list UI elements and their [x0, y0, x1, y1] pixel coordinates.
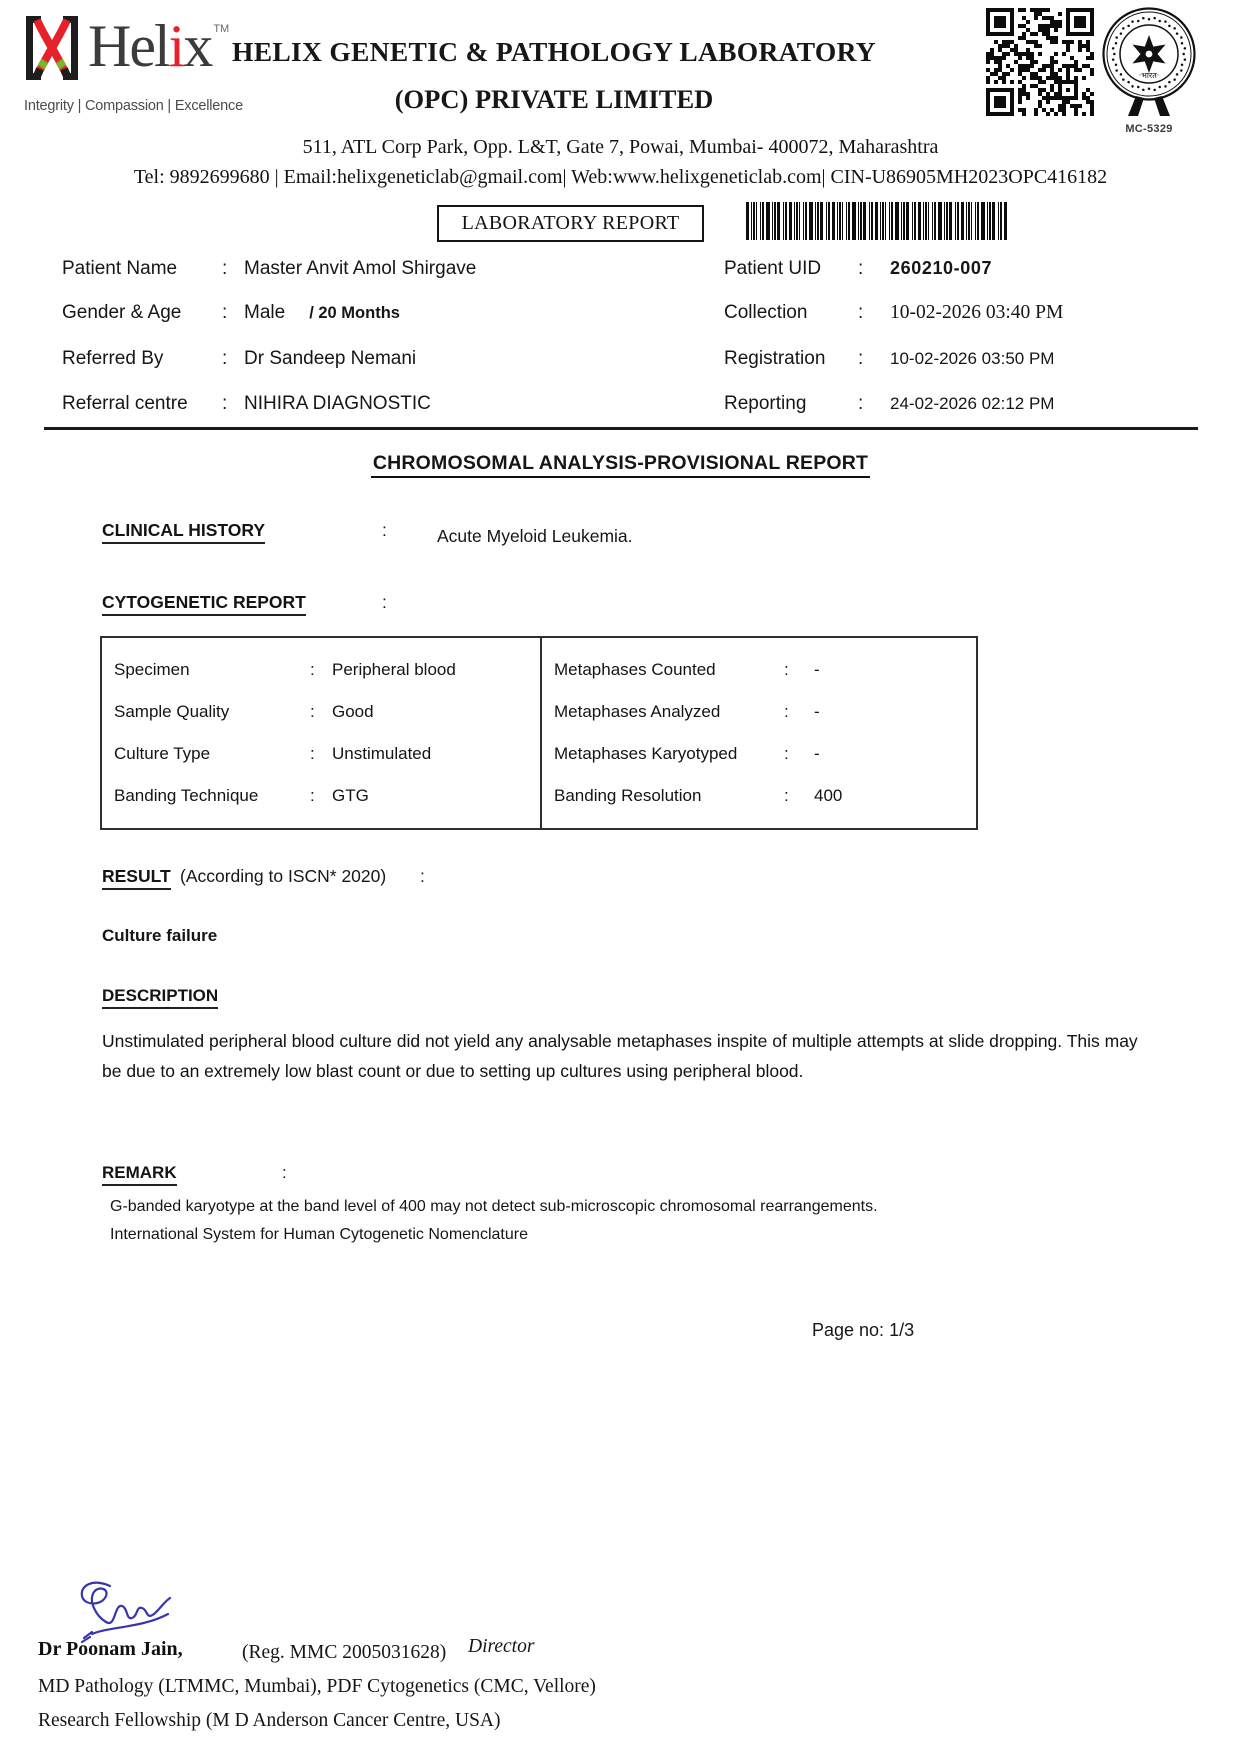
brand-tagline: Integrity | Compassion | Excellence [24, 98, 243, 114]
header-divider [44, 427, 1198, 430]
seal-center-text: ·भारत· [1138, 71, 1160, 80]
cytogenetic-report-colon: : [382, 592, 387, 612]
remark-line1: G-banded karyotype at the band level of 400 may not detect sub-microscopic chromosomal rearrangements. [110, 1198, 878, 1215]
signature [72, 1576, 192, 1646]
collection-value: 10-02-2026 03:40 PM [890, 302, 1064, 323]
collection-label: Collection [724, 302, 808, 323]
gender-age-label: Gender & Age [62, 302, 182, 323]
referral-centre-value: NIHIRA DIAGNOSTIC [244, 393, 431, 414]
patient-uid-value: 260210-007 [890, 258, 993, 278]
remark-colon: : [282, 1163, 287, 1182]
signatory-qualification-2: Research Fellowship (M D Anderson Cancer Centre, USA) [38, 1710, 501, 1731]
seal-caption: MC-5329 [1125, 123, 1173, 135]
reporting-value: 24-02-2026 02:12 PM [890, 394, 1055, 413]
signatory-role: Director [468, 1636, 535, 1657]
result-label: RESULT [102, 866, 171, 890]
accreditation-seal [1100, 4, 1198, 135]
patient-uid-row: Patient UID : 260210-007 [724, 258, 993, 279]
cytogenetic-report-label: CYTOGENETIC REPORT [102, 592, 306, 616]
signatory-qualification-1: MD Pathology (LTMMC, Mumbai), PDF Cytogenetics (CMC, Vellore) [38, 1676, 596, 1697]
remark-label: REMARK [102, 1163, 177, 1186]
gender-value: Male [244, 302, 286, 323]
lab-address: 511, ATL Corp Park, Opp. L&T, Gate 7, Powai, Mumbai- 400072, Maharashtra [302, 136, 939, 158]
registration-label: Registration [724, 348, 826, 369]
registration-value: 10-02-2026 03:50 PM [890, 349, 1055, 368]
description-text: Unstimulated peripheral blood culture did not yield any analysable metaphases inspite of multiple attempts at slide dropping. This may be due to an extremely low blast count or due to setting up cultures using peripheral blood. [102, 1031, 1138, 1081]
clinical-history-colon: : [382, 520, 387, 540]
company-name-line1: HELIX GENETIC & PATHOLOGY LABORATORY [232, 36, 876, 67]
patient-name-label: Patient Name [62, 258, 178, 279]
company-name [230, 36, 878, 115]
referred-by-label: Referred By [62, 348, 164, 369]
report-title: CHROMOSOMAL ANALYSIS-PROVISIONAL REPORT [0, 452, 1241, 475]
company-name-line2: (OPC) PRIVATE LIMITED [394, 84, 714, 114]
referred-by-value: Dr Sandeep Nemani [244, 348, 417, 369]
patient-name-row: Patient Name : Master Anvit Amol Shirgave [62, 258, 477, 279]
barcode [746, 202, 1012, 240]
helix-logo [24, 14, 243, 114]
brand-wordmark: Helix ™ [88, 13, 230, 79]
page-number: Page no: 1/3 [812, 1320, 915, 1340]
registration-row: Registration : 10-02-2026 03:50 PM [724, 348, 1055, 369]
chromosome-logo-icon [24, 14, 80, 87]
referral-centre-row: Referral centre : NIHIRA DIAGNOSTIC [62, 393, 431, 414]
collection-row: Collection : 10-02-2026 03:40 PM [724, 302, 1064, 323]
clinical-history-value: Acute Myeloid Leukemia. [437, 526, 633, 546]
referred-by-row: Referred By : Dr Sandeep Nemani [62, 348, 417, 369]
remark-line2: International System for Human Cytogenetic Nomenclature [110, 1226, 528, 1243]
report-type-box: LABORATORY REPORT [437, 205, 704, 242]
table-column-divider [540, 638, 542, 828]
reporting-label: Reporting [724, 393, 807, 414]
specimen-table: Specimen : Peripheral blood Sample Quality : Good Culture Type : Unstimulated Banding Technique : GTG Metaphases Counted : - Metaphases Analyzed : - Metaphases Karyotyped : - Banding Resolution : 400 [100, 636, 978, 830]
referral-centre-label: Referral centre [62, 393, 188, 414]
reporting-row: Reporting : 24-02-2026 02:12 PM [724, 393, 1055, 414]
qr-code [986, 8, 1094, 116]
result-iscn-note: (According to ISCN* 2020) [180, 866, 387, 886]
signatory-registration: (Reg. MMC 2005031628) [242, 1642, 447, 1663]
patient-name-value: Master Anvit Amol Shirgave [244, 258, 477, 279]
signatory-name: Dr Poonam Jain, [38, 1638, 183, 1660]
lab-contact-line: Tel: 9892699680 | Email:helixgeneticlab@gmail.com| Web:www.helixgeneticlab.com| CIN-U86905MH2023OPC416182 [133, 166, 1108, 188]
gender-age-row: Gender & Age : Male / 20 Months [62, 302, 400, 323]
age-value: / 20 Months [309, 304, 400, 322]
result-colon: : [420, 866, 425, 886]
clinical-history-label: CLINICAL HISTORY [102, 520, 265, 544]
description-label: DESCRIPTION [102, 986, 218, 1009]
trademark-symbol: TM [213, 23, 230, 35]
result-value: Culture failure [102, 926, 218, 945]
patient-uid-label: Patient UID [724, 258, 822, 279]
